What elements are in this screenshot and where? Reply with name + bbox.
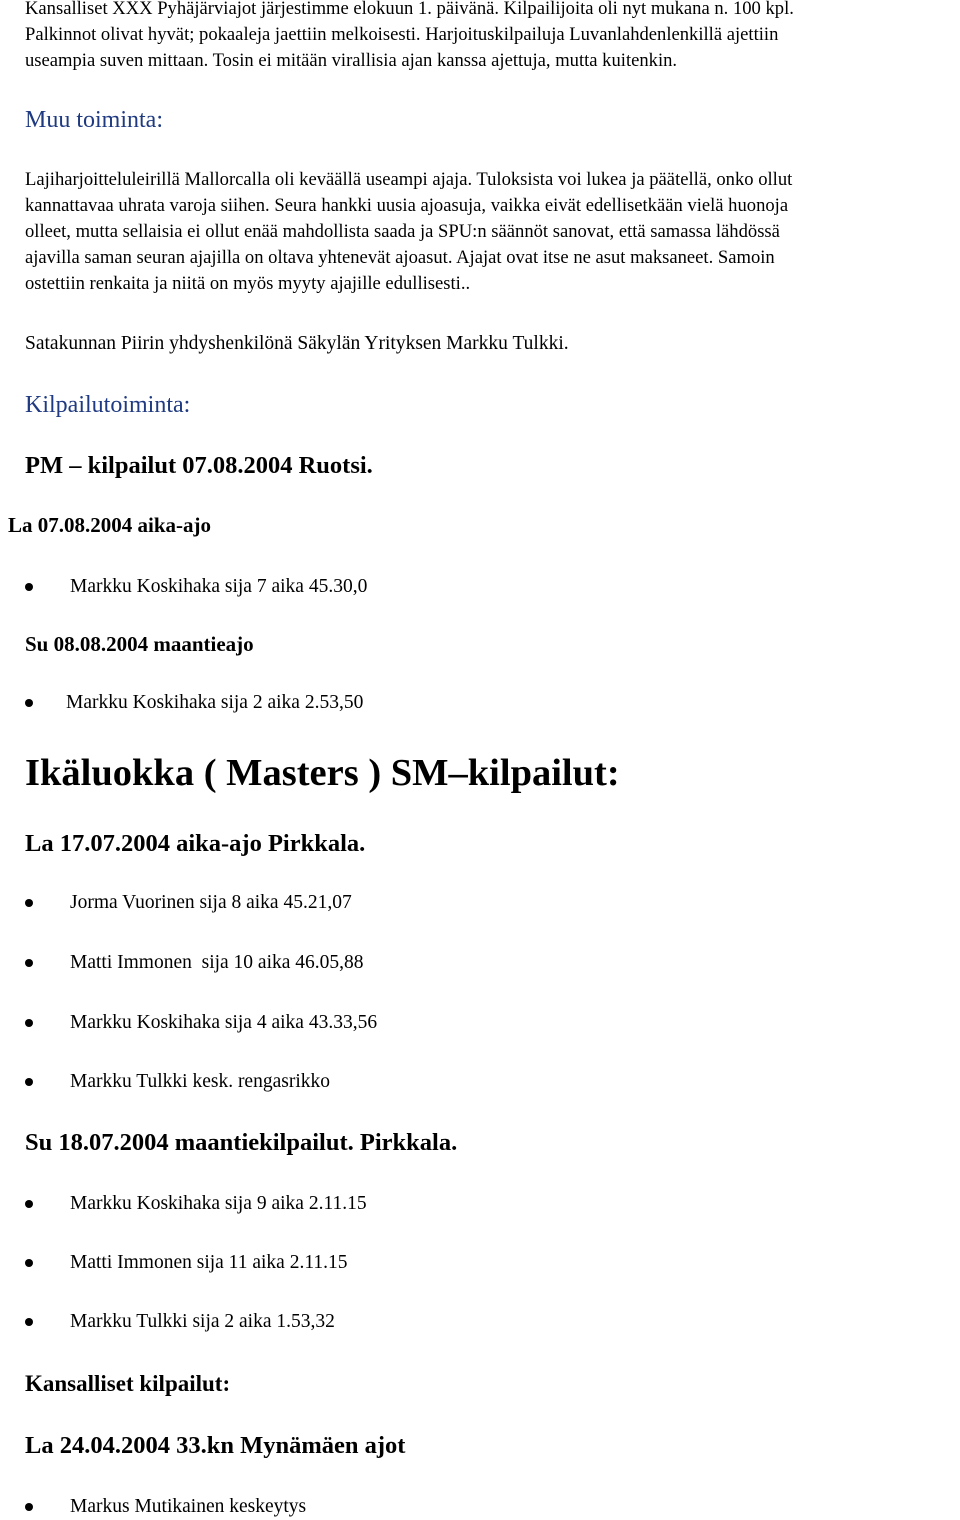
kilpailutoiminta-heading: Kilpailutoiminta: xyxy=(25,392,191,418)
masters-heading: Ikäluokka ( Masters ) SM–kilpailut: xyxy=(25,752,620,794)
list-item xyxy=(0,690,900,716)
bullet-icon xyxy=(25,583,33,591)
bullet-icon xyxy=(25,1078,33,1086)
list-item xyxy=(0,950,900,976)
bullet-icon xyxy=(25,899,33,907)
list-item-text: Markku Koskihaka sija 2 aika 2.53,50 xyxy=(66,692,364,713)
bullet-icon xyxy=(25,1318,33,1326)
muu-toiminta-heading: Muu toiminta: xyxy=(25,107,163,133)
bullet-icon xyxy=(25,1259,33,1267)
list-item-text: Markku Koskihaka sija 9 aika 2.11.15 xyxy=(70,1193,367,1214)
list-item-text: Jorma Vuorinen sija 8 aika 45.21,07 xyxy=(70,892,352,913)
paragraph-line: ostettiin renkaita ja niitä on myös myyty ajajille edullisesti.. xyxy=(25,273,471,294)
list-item xyxy=(0,1309,900,1335)
list-item xyxy=(0,1250,900,1276)
list-item-text: Markus Mutikainen keskeytys xyxy=(70,1496,307,1517)
muu-toiminta-paragraph xyxy=(25,167,960,297)
paragraph-line: kannattavaa uhrata varoja siihen. Seura hankki uusia ajoasuja, vaikka eivät edellisetkään vielä huonoja xyxy=(25,195,789,216)
intro-paragraph xyxy=(25,0,960,74)
list-item-text: Markku Tulkki kesk. rengasrikko xyxy=(70,1071,330,1092)
bullet-icon xyxy=(25,1503,33,1511)
bullet-icon xyxy=(25,959,33,967)
list-item xyxy=(0,1069,900,1095)
list-item xyxy=(0,574,900,600)
paragraph-line: ajavilla saman seuran ajajilla on oltava yhtenevät ajoasut. Ajajat ovat itse ne asut maksaneet. Samoin xyxy=(25,247,775,268)
list-item-text: Markku Koskihaka sija 4 aika 43.33,56 xyxy=(70,1012,378,1033)
pm-day1-heading: La 07.08.2004 aika-ajo xyxy=(8,513,212,537)
intro-line: Palkinnot olivat hyvät; pokaaleja jaettiin melkoisesti. Harjoituskilpailuja Luvanlahdenlenkillä ajettiin xyxy=(25,24,779,45)
bullet-icon xyxy=(25,1019,33,1027)
paragraph-line: Lajiharjoitteluleirillä Mallorcalla oli keväällä useampi ajaja. Tuloksista voi lukea ja päätellä, onko ollut xyxy=(25,169,793,190)
masters-day2-heading: Su 18.07.2004 maantiekilpailut. Pirkkala. xyxy=(25,1129,458,1156)
list-item xyxy=(0,1191,900,1217)
masters-day1-heading: La 17.07.2004 aika-ajo Pirkkala. xyxy=(25,830,366,857)
list-item-text: Markku Koskihaka sija 7 aika 45.30,0 xyxy=(70,576,368,597)
kansalliset-event-heading: La 24.04.2004 33.kn Mynämäen ajot xyxy=(25,1432,406,1459)
list-item-text: Matti Immonen sija 11 aika 2.11.15 xyxy=(70,1252,348,1273)
list-item-text: Markku Tulkki sija 2 aika 1.53,32 xyxy=(70,1311,335,1332)
paragraph-line: olleet, mutta sellaisia ei ollut enää mahdollista saada ja SPU:n säännöt sanovat, että samassa lähdössä xyxy=(25,221,780,242)
pm-heading: PM – kilpailut 07.08.2004 Ruotsi. xyxy=(25,452,373,479)
list-item xyxy=(0,1494,900,1520)
bullet-icon xyxy=(25,1200,33,1208)
pm-day2-heading: Su 08.08.2004 maantieajo xyxy=(25,632,254,656)
bullet-icon xyxy=(25,699,33,707)
list-item xyxy=(0,890,900,916)
kansalliset-heading: Kansalliset kilpailut: xyxy=(25,1371,231,1396)
list-item-text: Matti Immonen sija 10 aika 46.05,88 xyxy=(70,952,364,973)
contact-line: Satakunnan Piirin yhdyshenkilönä Säkylän Yrityksen Markku Tulkki. xyxy=(25,333,569,354)
intro-line: useampia suven mittaan. Tosin ei mitään virallisia ajan kanssa ajettuja, mutta kuitenkin. xyxy=(25,50,678,71)
intro-line: Kansalliset XXX Pyhäjärviajot järjestimme elokuun 1. päivänä. Kilpailijoita oli nyt mukana n. 100 kpl. xyxy=(25,0,794,19)
list-item xyxy=(0,1010,900,1036)
